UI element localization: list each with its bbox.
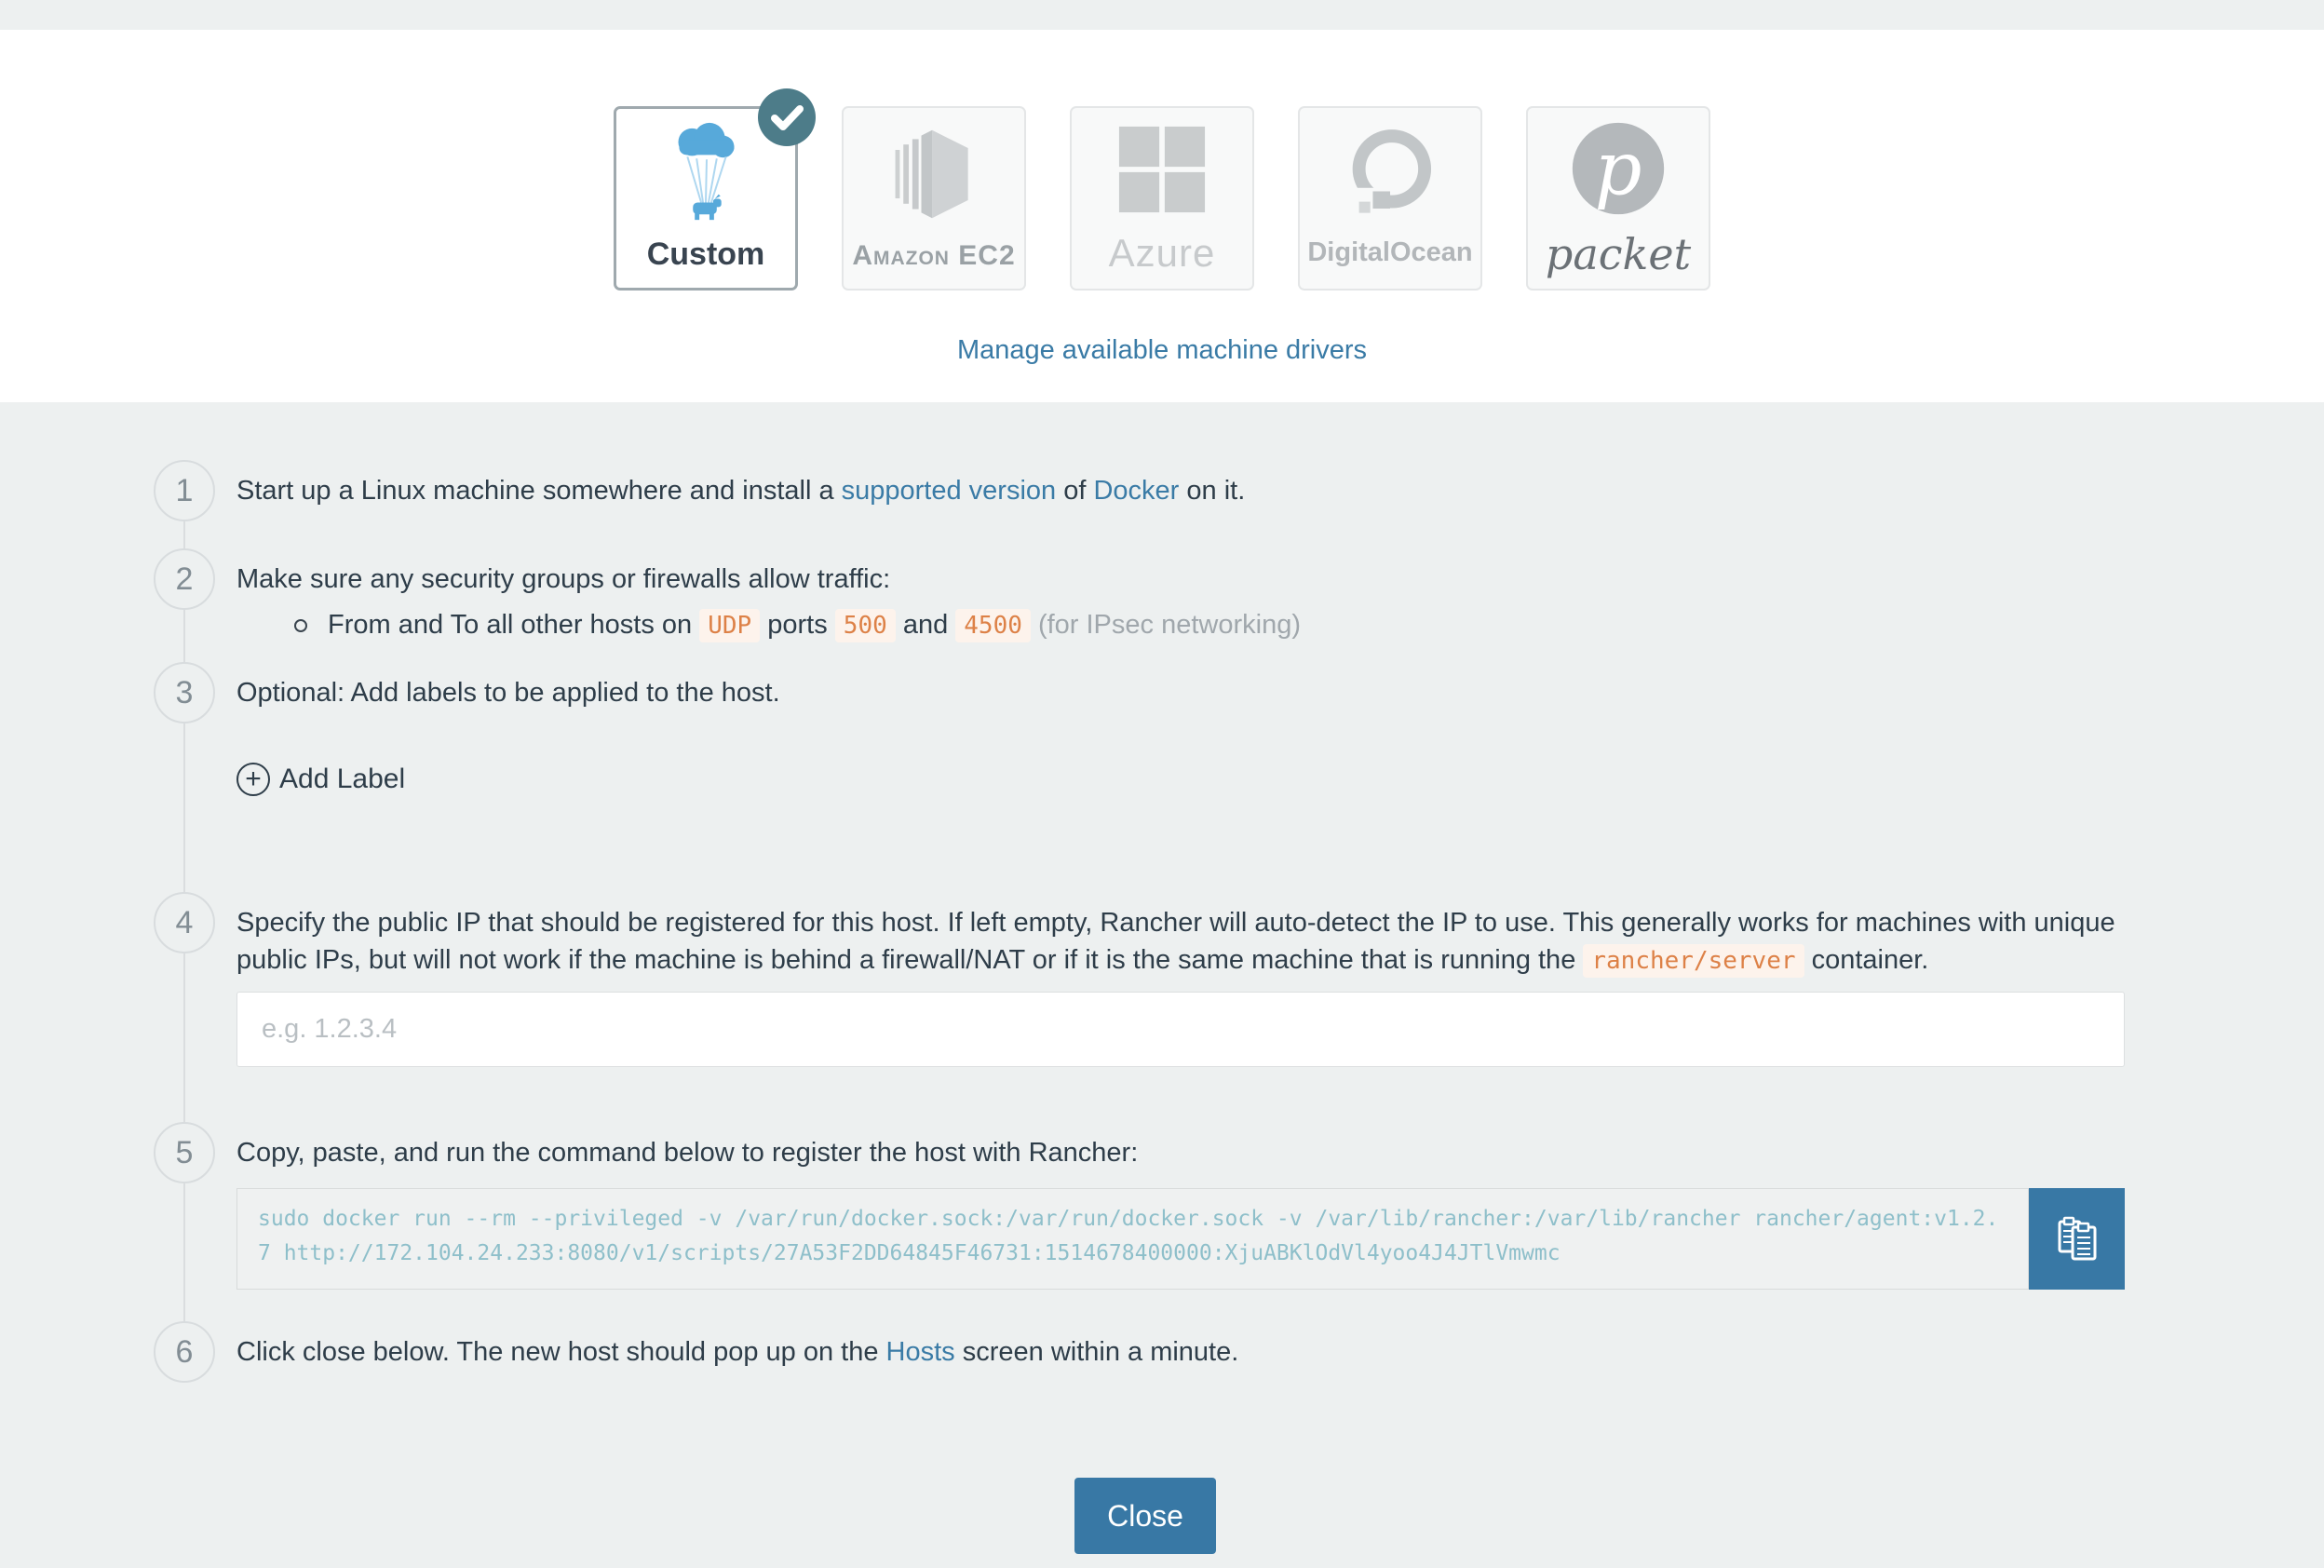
add-label-button[interactable]	[236, 763, 405, 796]
driver-card-digitalocean[interactable]	[1298, 106, 1482, 291]
step-1-text: Start up a Linux machine somewhere and install a supported version of Docker on it.	[236, 476, 1246, 506]
step-3-rail	[154, 662, 215, 892]
step-number-badge: 5	[154, 1122, 215, 1183]
step-4-rail	[154, 892, 215, 1122]
digitalocean-icon	[1300, 108, 1480, 237]
footer-actions	[154, 1478, 2137, 1554]
step-5-rail	[154, 1122, 215, 1321]
step-5	[154, 1122, 2137, 1321]
step-number-badge: 6	[154, 1321, 215, 1383]
registration-command: sudo docker run --rm --privileged -v /var/run/docker.sock:/var/run/docker.sock -v /var/lib/rancher:/var/lib/rancher rancher/agent:v1.2.7 http://172.104.24.233:8080/v1/scripts/27A53F2DD64845F46731:1514678400000:XjuABKlOdVl4yoo4J4JTlVmwmc	[236, 1188, 2029, 1290]
step-3-text: Optional: Add labels to be applied to the host.	[236, 678, 780, 708]
driver-label-packet: packet	[1545, 229, 1692, 279]
step-connector-line	[183, 953, 185, 1122]
step-connector-line	[183, 521, 185, 548]
rancher-server-code: rancher/server	[1583, 944, 1804, 978]
step-number-badge: 2	[154, 548, 215, 610]
step-connector-line	[183, 610, 185, 662]
step-connector-line	[183, 1183, 185, 1321]
driver-label-digitalocean: DigitalOcean	[1307, 237, 1473, 267]
step-3	[154, 662, 2137, 892]
step-6-rail	[154, 1321, 215, 1424]
driver-card-amazon-ec2[interactable]	[842, 106, 1026, 291]
port-500-code: 500	[835, 609, 896, 642]
step-1	[154, 460, 2137, 548]
copy-command-button[interactable]	[2029, 1188, 2125, 1290]
step-connector-line	[183, 723, 185, 892]
supported-version-link[interactable]: supported version	[841, 476, 1057, 506]
bullet-icon	[294, 619, 307, 632]
driver-card-azure[interactable]	[1070, 106, 1254, 291]
step-1-rail	[154, 460, 215, 548]
top-strip	[0, 0, 2324, 30]
close-button[interactable]: Close	[1074, 1478, 1216, 1554]
step-2-rail	[154, 548, 215, 662]
add-label-button-label: Add Label	[279, 764, 406, 794]
step-2	[154, 548, 2137, 662]
packet-icon	[1528, 108, 1709, 229]
amazon-ec2-icon	[844, 108, 1024, 240]
driver-label-amazon-ec2: Amazon EC2	[852, 240, 1016, 271]
step-4-text: Specify the public IP that should be registered for this host. If left empty, Rancher will auto-detect the IP to use. This generally works for machines with unique public IPs, but will not work if the machine is behind a firewall/NAT or if it is the same machine that is running the rancher/server container.	[236, 904, 2128, 980]
plus-circle-icon: +	[236, 763, 270, 796]
selected-check-icon	[758, 88, 816, 146]
microsoft-azure-icon	[1072, 108, 1252, 231]
svg-text:p: p	[1594, 125, 1642, 212]
driver-label-azure: Azure	[1108, 231, 1216, 275]
driver-label-custom: Custom	[646, 237, 765, 272]
manage-drivers-link[interactable]: Manage available machine drivers	[956, 335, 1368, 365]
driver-card-custom[interactable]	[614, 106, 798, 291]
hosts-link[interactable]: Hosts	[885, 1337, 955, 1367]
step-5-text: Copy, paste, and run the command below to register the host with Rancher:	[236, 1138, 1139, 1168]
registration-command-wrap	[236, 1188, 2125, 1290]
driver-cards-row	[0, 106, 2324, 291]
machine-driver-panel	[0, 30, 2324, 402]
step-2-bullet-row	[294, 606, 2128, 644]
step-2-bullet-text: From and To all other hosts on UDP ports 500 and 4500 (for IPsec networking)	[328, 606, 1301, 644]
step-number-badge: 4	[154, 892, 215, 953]
udp-code: UDP	[699, 609, 760, 642]
step-2-heading: Make sure any security groups or firewalls allow traffic:	[236, 564, 891, 594]
step-6	[154, 1321, 2137, 1424]
step-4	[154, 892, 2137, 1122]
public-ip-input[interactable]	[236, 992, 2125, 1067]
step-number-badge: 3	[154, 662, 215, 723]
copy-icon	[2057, 1214, 2098, 1264]
docker-link[interactable]: Docker	[1093, 476, 1180, 506]
step-number-badge: 1	[154, 460, 215, 521]
port-4500-code: 4500	[955, 609, 1031, 642]
setup-steps	[154, 402, 2137, 1424]
step-6-text: Click close below. The new host should pop up on the Hosts screen within a minute.	[236, 1337, 1239, 1367]
driver-card-packet[interactable]	[1526, 106, 1710, 291]
